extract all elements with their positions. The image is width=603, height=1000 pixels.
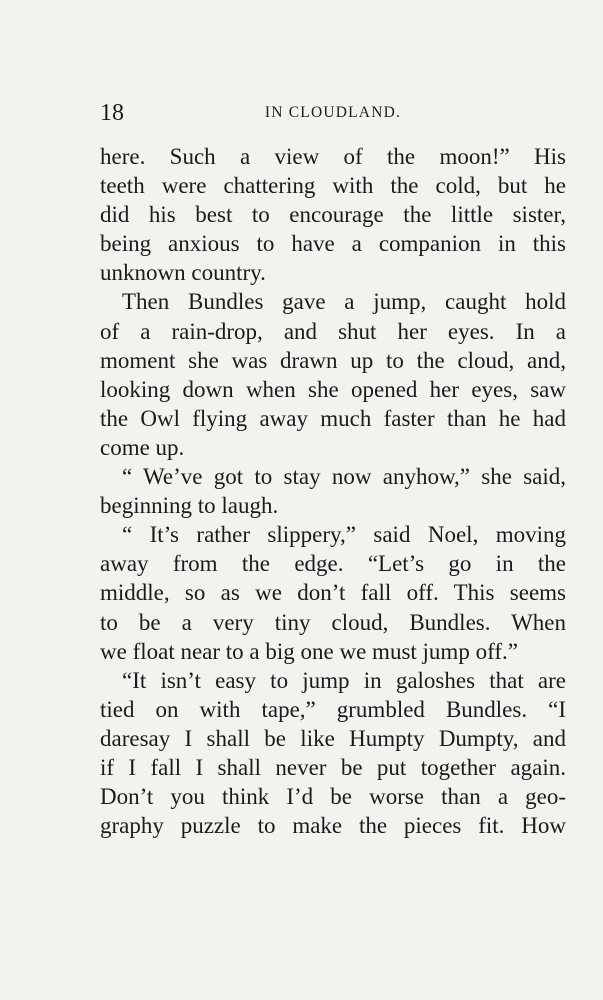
text-line: daresay I shall be like Humpty Dumpty, and [100, 725, 566, 751]
text-line: beginning to laugh. [100, 493, 279, 519]
text-line: graphy puzzle to make the pieces fit. How [100, 813, 566, 839]
text-line: Then Bundles gave a jump, caught hold [122, 289, 566, 315]
running-head: IN CLOUDLAND. [264, 104, 402, 121]
text-line: Don’t you think I’d be worse than a geo- [100, 784, 566, 810]
page-header [100, 98, 566, 128]
text-line: teeth were chattering with the cold, but he [100, 173, 566, 199]
text-line: “ We’ve got to stay now anyhow,” she said, [122, 464, 566, 490]
text-line: middle, so as we don’t fall off. This seems [100, 580, 566, 606]
text-line: we float near to a big one we must jump off.” [100, 638, 518, 664]
text-line: of a rain-drop, and shut her eyes. In a [100, 318, 566, 344]
text-line: if I fall I shall never be put together again. [100, 754, 566, 780]
text-line: away from the edge. “Let’s go in the [100, 551, 566, 577]
text-line: to be a very tiny cloud, Bundles. When [100, 609, 566, 635]
text-line: being anxious to have a companion in this [100, 231, 566, 257]
text-line: did his best to encourage the little sister, [100, 202, 566, 228]
body-text [100, 142, 566, 840]
text-line: the Owl flying away much faster than he had [100, 405, 566, 431]
text-line: “It isn’t easy to jump in galoshes that are [122, 667, 566, 693]
text-line: unknown country. [100, 260, 266, 286]
text-line: come up. [100, 434, 185, 460]
text-line: “ It’s rather slippery,” said Noel, moving [122, 522, 566, 548]
text-line: looking down when she opened her eyes, saw [100, 376, 566, 402]
text-line: tied on with tape,” grumbled Bundles. “I [100, 696, 566, 722]
text-line: here. Such a view of the moon!” His [100, 144, 566, 169]
page-number: 18 [100, 100, 124, 126]
text-line: moment she was drawn up to the cloud, and, [100, 347, 566, 373]
